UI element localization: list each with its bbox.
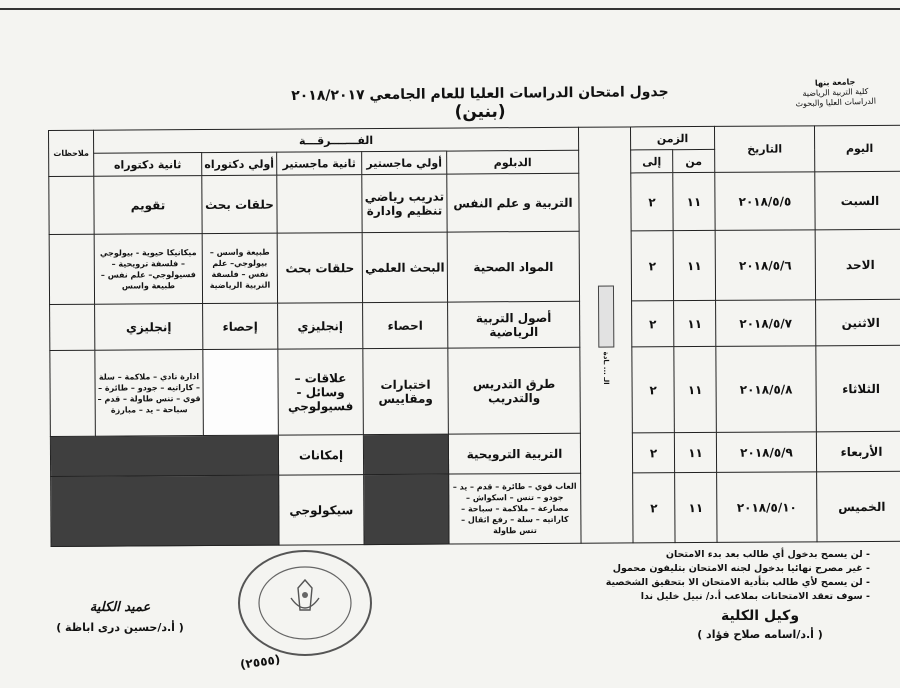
subject-spine — [578, 127, 633, 543]
date-cell: ٢٠١٨/٥/٧ — [716, 300, 816, 347]
to-cell: ٢ — [632, 347, 675, 433]
phd2-header: ثانية دكتوراه — [94, 153, 202, 177]
to-cell: ٢ — [632, 301, 674, 347]
masters2-cell: علاقات – وسائل - فسيولوجي — [278, 349, 364, 436]
masters2-cell: سيكولوجي — [279, 475, 364, 546]
university-logo — [787, 76, 883, 113]
from-cell: ١١ — [673, 230, 715, 300]
day-cell: الاثنين — [816, 299, 900, 346]
to-header: إلى — [631, 150, 673, 173]
phd-cells-blocked — [51, 475, 279, 546]
from-cell: ١١ — [675, 472, 717, 542]
masters1-cell: تدريب رياضي تنظيم وادارة — [362, 174, 447, 233]
notes-cell — [49, 234, 94, 304]
diploma-cell: طرق التدريس والتدريب — [448, 347, 581, 434]
phd2-cell: إنجليزي — [95, 304, 203, 351]
rule-item: - سوف تعقد الامتحانات بملاعب أ.د/ نبيل خليل ندا — [640, 591, 870, 602]
schedule-table — [48, 125, 900, 547]
notes-header: ملاحظات — [49, 130, 94, 176]
phd2-cell: تقويم — [94, 176, 202, 235]
from-cell: ١١ — [674, 346, 717, 432]
diploma-cell: التربية و علم النفس — [447, 173, 579, 232]
masters1-header: أولي ماجستير — [362, 151, 447, 175]
group-header: الفـــــــرقـــة — [94, 127, 579, 153]
from-cell: ١١ — [674, 300, 716, 346]
rule-item: - غير مصرح نهائيا بدخول لجنه الامتحان بتليفون محمول — [612, 563, 870, 574]
date-cell: ٢٠١٨/٥/٨ — [716, 346, 817, 433]
masters2-cell: إمكانات — [278, 435, 363, 476]
day-cell: الأربعاء — [816, 431, 900, 472]
masters2-cell: إنجليزي — [278, 303, 363, 350]
date-cell: ٢٠١٨/٥/١٠ — [717, 472, 817, 543]
day-cell: الاحد — [815, 229, 900, 300]
notes-cell — [49, 176, 94, 234]
masters2-cell — [277, 175, 362, 234]
phd1-header: أولي دكتوراه — [202, 152, 277, 175]
masters1-cell-blocked — [363, 434, 448, 475]
table-row — [49, 229, 900, 304]
phd1-cell: حلقات بحث — [202, 175, 277, 233]
title-text: جدول امتحان الدراسات العليا للعام الجامعي ٢٠١٨/٢٠١٧ — [291, 84, 669, 104]
diploma-cell: أصول التربية الرياضية — [448, 301, 580, 348]
dean-title: عميد الكلية — [89, 600, 151, 615]
vice-dean-signature — [660, 608, 860, 641]
dean-signature — [40, 600, 200, 634]
from-cell: ١١ — [673, 172, 715, 230]
date-header: التاريخ — [715, 126, 815, 173]
masters1-cell: احصاء — [363, 302, 448, 349]
rule-item: - لن يسمح بدخول أي طالب بعد بدء الامتحان — [665, 549, 870, 560]
to-cell: ٢ — [632, 433, 674, 473]
page-title — [270, 84, 690, 124]
day-cell: الثلاثاء — [816, 345, 900, 432]
diploma-cell: العاب قوي – طائرة – قدم – يد – جودو – تنس – اسكواش – مصارعة – ملاكمة – سباحة – كاراتيه – سلة – رفع اثقال – تنس طاولة — [449, 473, 581, 544]
diploma-cell: المواد الصحية — [447, 231, 579, 302]
to-cell: ٢ — [633, 473, 675, 543]
table-row — [49, 171, 900, 234]
phd2-cell: ميكانيكا حيوية - بيولوجي – فلسفة ترويحية – فسيولوجي– علم نفس – طبيعة واسس — [94, 234, 202, 305]
logo-line: كلية التربية الرياضية — [802, 86, 869, 99]
exam-rules — [600, 548, 870, 604]
day-cell: السبت — [815, 171, 900, 230]
to-cell: ٢ — [631, 231, 673, 301]
rule-item: - لن يسمح لأي طالب بتأدية الامتحان الا بتحقيق الشخصية — [605, 577, 870, 588]
table-row — [50, 345, 900, 436]
spine-label: الـ ... ـادة — [601, 351, 611, 385]
stamp-number: (٢٥٥٥) — [239, 652, 282, 672]
official-stamp-icon — [236, 548, 374, 658]
phd2-cell: ادارة نادي – ملاكمة – سلة – كاراتيه – جودو – طائرة – قوي – تنس طاولة – قدم – سباحة – يد – مبارزة — [95, 350, 204, 437]
date-cell: ٢٠١٨/٥/٥ — [715, 172, 815, 231]
title-city: (بنين) — [454, 101, 506, 123]
date-cell: ٢٠١٨/٥/٩ — [716, 432, 816, 473]
masters2-cell: حلقات بحث — [277, 233, 362, 304]
phd-cells-blocked — [50, 435, 278, 476]
vice-dean-title: وكيل الكلية — [720, 608, 800, 624]
table-row — [50, 299, 900, 350]
date-cell: ٢٠١٨/٥/٦ — [715, 230, 815, 301]
logo-line: جامعة بنها — [814, 77, 856, 88]
masters1-cell: اختبارات ومقاييس — [363, 348, 449, 435]
top-rule — [0, 8, 900, 10]
spine-bar — [597, 286, 613, 348]
from-cell: ١١ — [674, 432, 716, 472]
table-row — [50, 431, 900, 476]
diploma-cell: التربية الترويحية — [448, 433, 580, 474]
day-header: اليوم — [815, 125, 900, 172]
notes-cell — [50, 304, 95, 350]
phd1-cell: طبيعة واسس – بيولوجي– علم نفس – فلسفة التربية الرياضية — [202, 233, 277, 303]
masters2-header: ثانية ماجستير — [277, 152, 362, 176]
to-cell: ٢ — [631, 173, 673, 231]
masters1-cell-blocked — [364, 474, 449, 545]
diploma-header: الدبلوم — [447, 150, 579, 174]
exam-schedule — [48, 125, 886, 547]
header-row — [49, 125, 900, 153]
time-header: الزمن — [630, 126, 714, 150]
masters1-cell: البحث العلمي — [362, 232, 447, 303]
from-header: من — [673, 149, 715, 172]
dean-name: ( أ.د/حسين درى اباظة ) — [56, 621, 184, 634]
notes-cell — [50, 350, 96, 436]
phd1-cell — [203, 349, 279, 435]
logo-line: الدراسات العليا والبحوث — [795, 96, 877, 109]
vice-dean-name: ( أ.د/اسامه صلاح فؤاد ) — [697, 628, 823, 641]
phd1-cell: إحصاء — [203, 303, 278, 349]
table-row — [51, 471, 900, 546]
day-cell: الخميس — [817, 471, 900, 542]
